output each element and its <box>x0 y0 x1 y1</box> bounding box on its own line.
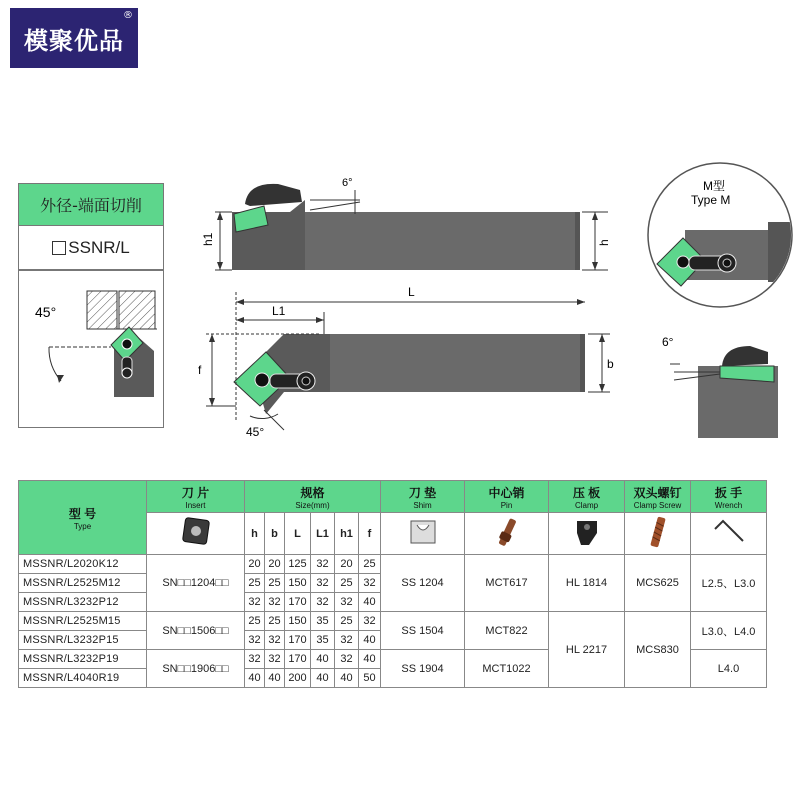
dim-cell: 170 <box>285 650 311 669</box>
wrench-header: 扳 手 Wrench <box>691 481 767 513</box>
shim-cell: SS 1904 <box>381 650 465 688</box>
shank-top <box>320 334 585 392</box>
approach-angle-diagram <box>18 270 164 428</box>
dim-cell: 32 <box>311 574 335 593</box>
holder-code: SSNR/L <box>68 237 130 257</box>
screw-icon <box>638 515 678 549</box>
dim-cell: 32 <box>335 631 359 650</box>
wrench-cell: L4.0 <box>691 650 767 688</box>
dim-cell: 125 <box>285 555 311 574</box>
dim-cell: 32 <box>311 593 335 612</box>
dim-header-h1: h1 <box>335 513 359 555</box>
shim-header: 刀 垫 Shim <box>381 481 465 513</box>
dim-cell: 32 <box>265 650 285 669</box>
cutting-type-title: 外径-端面切削 <box>18 183 164 226</box>
dim-cell: 20 <box>335 555 359 574</box>
dim-cell: 32 <box>335 593 359 612</box>
screw-cell: MCS625 <box>625 555 691 612</box>
dim-cell: 32 <box>311 555 335 574</box>
pin-image-cell <box>465 513 549 555</box>
pin-cell: MCT1022 <box>465 650 549 688</box>
dim-header-b: b <box>265 513 285 555</box>
dim-header-L1: L1 <box>311 513 335 555</box>
L-label: L <box>408 285 415 299</box>
dim-cell: 40 <box>359 593 381 612</box>
f-label: f <box>198 363 202 377</box>
workpiece-hatch-right <box>119 291 155 329</box>
model-cell: MSSNR/L3232P12 <box>19 593 147 612</box>
insert-cell: SN□□1204□□ <box>147 555 245 612</box>
top-view-drawing <box>190 282 630 442</box>
dim-header-L: L <box>285 513 311 555</box>
insert-image-cell <box>147 513 245 555</box>
dim-cell: 35 <box>311 612 335 631</box>
shim-image-cell <box>381 513 465 555</box>
dim-cell: 40 <box>359 650 381 669</box>
dim-cell: 32 <box>359 612 381 631</box>
shank-side <box>280 212 580 270</box>
holder-code-box <box>18 226 164 270</box>
dim-cell: 40 <box>359 631 381 650</box>
dim-cell: 50 <box>359 669 381 688</box>
side-view-drawing <box>190 170 630 280</box>
dim-cell: 25 <box>245 574 265 593</box>
clamp-header: 压 板 Clamp <box>549 481 625 513</box>
model-cell: MSSNR/L2525M15 <box>19 612 147 631</box>
dim-header-f: f <box>359 513 381 555</box>
dim-cell: 25 <box>245 612 265 631</box>
dim-cell: 32 <box>245 593 265 612</box>
pin-icon <box>487 515 527 549</box>
type-m-detail <box>645 160 795 310</box>
clamp-cell: HL 2217 <box>549 612 625 688</box>
bottom-angle-label: 45° <box>246 425 265 439</box>
size-header: 规格 Size(mm) <box>245 481 381 513</box>
registered-mark: ® <box>123 10 134 21</box>
type-m-cn-label: M型 <box>703 179 725 193</box>
placeholder-box-icon <box>52 241 66 255</box>
wrench-icon <box>709 515 749 549</box>
brand-logo-text: 模聚优品 <box>24 26 124 55</box>
dim-cell: 200 <box>285 669 311 688</box>
clamp-angle-label: 6° <box>662 335 674 349</box>
dim-cell: 20 <box>265 555 285 574</box>
dim-cell: 32 <box>335 650 359 669</box>
approach-angle-label: 45° <box>35 304 57 320</box>
model-cell: MSSNR/L4040R19 <box>19 669 147 688</box>
screw-header: 双头螺钉 Clamp Screw <box>625 481 691 513</box>
clamp-side-detail <box>650 328 790 444</box>
dim-cell: 40 <box>245 669 265 688</box>
shim-icon <box>403 515 443 549</box>
insert-cell: SN□□1906□□ <box>147 650 245 688</box>
dim-cell: 20 <box>245 555 265 574</box>
dim-cell: 150 <box>285 574 311 593</box>
brand-logo <box>10 8 138 68</box>
L1-label: L1 <box>272 304 286 318</box>
dim-cell: 32 <box>265 631 285 650</box>
dim-cell: 25 <box>265 574 285 593</box>
clamp-icon <box>567 515 607 549</box>
dim-cell: 40 <box>311 650 335 669</box>
screw-image-cell <box>625 513 691 555</box>
clamp-side <box>245 184 302 206</box>
dim-cell: 170 <box>285 593 311 612</box>
dim-cell: 25 <box>335 612 359 631</box>
model-cell: MSSNR/L2020K12 <box>19 555 147 574</box>
wrench-image-cell <box>691 513 767 555</box>
b-label: b <box>607 357 614 371</box>
dim-cell: 32 <box>245 650 265 669</box>
model-cell: MSSNR/L2525M12 <box>19 574 147 593</box>
dim-cell: 150 <box>285 612 311 631</box>
top-rake-angle-label: 6° <box>342 177 353 189</box>
clamp-cell: HL 1814 <box>549 555 625 612</box>
shim-cell: SS 1204 <box>381 555 465 612</box>
wrench-cell: L3.0、L4.0 <box>691 612 767 650</box>
dim-cell: 170 <box>285 631 311 650</box>
h1-label: h1 <box>201 232 215 246</box>
model-cell: MSSNR/L3232P15 <box>19 631 147 650</box>
spec-table <box>18 480 767 688</box>
dim-header-h: h <box>245 513 265 555</box>
dim-cell: 25 <box>335 574 359 593</box>
dim-cell: 40 <box>311 669 335 688</box>
dim-cell: 35 <box>311 631 335 650</box>
model-cell: MSSNR/L3232P19 <box>19 650 147 669</box>
pin-header: 中心销 Pin <box>465 481 549 513</box>
workpiece-hatch-left <box>87 291 117 329</box>
type-m-en-label: Type M <box>691 193 731 207</box>
dim-cell: 40 <box>335 669 359 688</box>
shim-cell: SS 1504 <box>381 612 465 650</box>
dim-cell: 25 <box>359 555 381 574</box>
dim-cell: 40 <box>265 669 285 688</box>
pin-cell: MCT822 <box>465 612 549 650</box>
type-header: 型 号 Type <box>19 481 147 555</box>
dim-cell: 32 <box>245 631 265 650</box>
screw-cell: MCS830 <box>625 612 691 688</box>
dim-cell: 32 <box>265 593 285 612</box>
wrench-cell: L2.5、L3.0 <box>691 555 767 612</box>
h-label: h <box>597 239 611 246</box>
pin-cell: MCT617 <box>465 555 549 612</box>
insert-icon <box>176 515 216 549</box>
dim-cell: 25 <box>265 612 285 631</box>
dim-cell: 32 <box>359 574 381 593</box>
clamp-image-cell <box>549 513 625 555</box>
insert-cell: SN□□1506□□ <box>147 612 245 650</box>
insert-header: 刀 片 Insert <box>147 481 245 513</box>
